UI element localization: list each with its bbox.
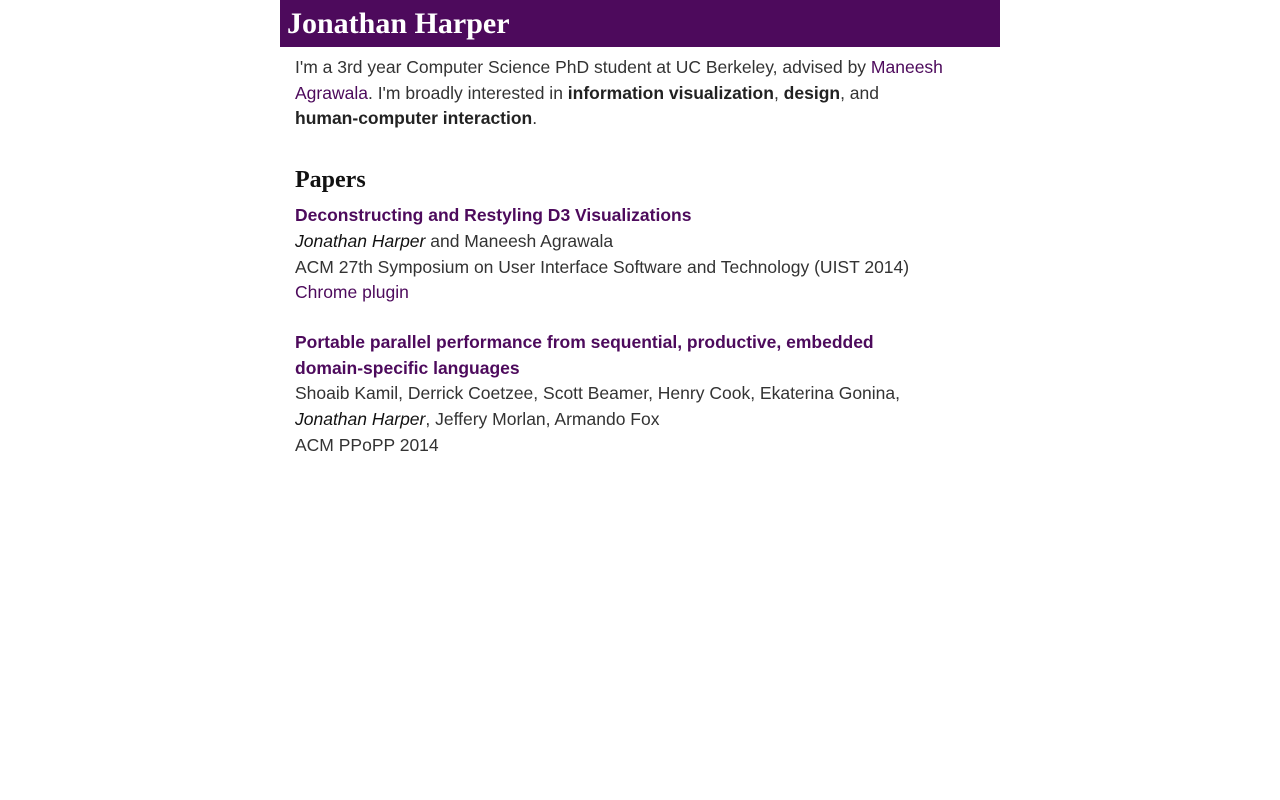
paper-authors	[295, 381, 985, 432]
bio-paragraph	[295, 55, 985, 132]
paper-entry-sejits	[295, 330, 985, 459]
paper-venue: ACM PPoPP 2014	[295, 434, 439, 455]
header-bar	[280, 0, 1000, 47]
bio-text-2: . I'm broadly interested in	[367, 82, 568, 103]
coauthors: and Maneesh Agrawala	[425, 230, 614, 251]
author-self: Jonathan Harper	[295, 230, 426, 251]
coauthors-after: , Jeffery Morlan, Armando Fox	[425, 409, 660, 430]
paper-title-link[interactable]: Deconstructing and Restyling D3 Visualizations	[295, 205, 692, 226]
papers-heading: Papers	[295, 167, 366, 194]
advisor-link[interactable]: Maneesh Agrawala	[295, 57, 943, 103]
interest-design: design	[783, 82, 841, 103]
paper-entry-d3	[295, 203, 985, 306]
main-content	[280, 47, 1000, 458]
bio-text-1: I'm a 3rd year Computer Science PhD student at UC Berkeley, advised by	[295, 57, 871, 77]
chrome-plugin-link[interactable]: Chrome plugin	[295, 282, 409, 303]
bio-end: .	[532, 108, 538, 129]
coauthors-before: Shoaib Kamil, Derrick Coetzee, Scott Beamer, Henry Cook, Ekaterina Gonina,	[295, 383, 900, 404]
bio-sep-2: , and	[840, 82, 880, 103]
paper-title-link[interactable]: Portable parallel performance from sequential, productive, embedded domain-specific languages	[295, 331, 874, 378]
page-title: Jonathan Harper	[287, 7, 510, 40]
paper-venue: ACM 27th Symposium on User Interface Software and Technology (UIST 2014)	[295, 256, 910, 277]
interest-infovis: information visualization	[567, 82, 774, 103]
bio-sep-1: ,	[773, 82, 784, 103]
paper-authors	[295, 229, 985, 255]
author-self: Jonathan Harper	[295, 409, 426, 430]
interest-hci: human-computer interaction	[295, 108, 533, 129]
page-container	[280, 0, 1000, 458]
